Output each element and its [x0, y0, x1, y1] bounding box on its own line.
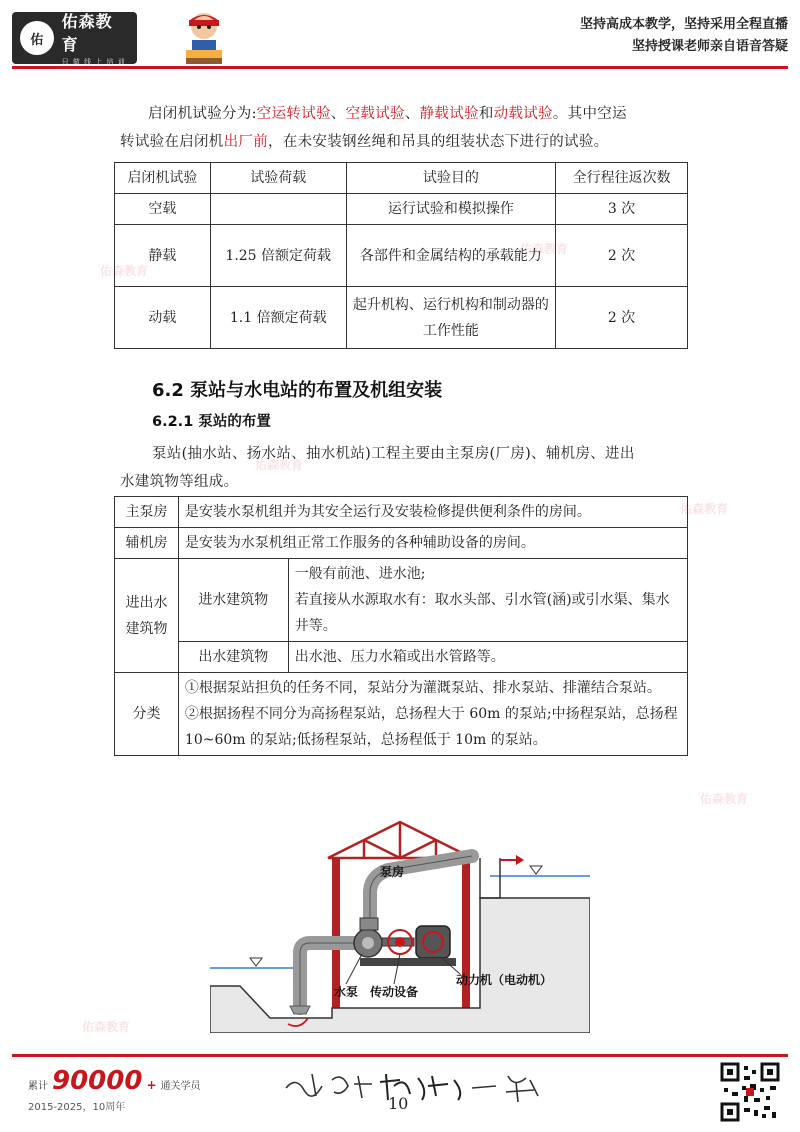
student-count: 90000	[52, 1066, 143, 1096]
table-cell: 各部件和金属结构的承载能力	[346, 225, 556, 287]
table-header: 试验目的	[346, 163, 556, 194]
watermark: 佑森教育	[255, 458, 304, 472]
table-cell: 是安装水泵机组并为其安全运行及安装检修提供便利条件的房间。	[178, 497, 687, 528]
table-row	[115, 225, 688, 287]
logo-name: 佑森教育	[61, 12, 113, 54]
count-plus: +	[146, 1078, 157, 1092]
count-suffix: 通关学员	[160, 1081, 201, 1092]
table-cell	[288, 559, 687, 642]
table-row	[115, 194, 688, 225]
table-cell: 运行试验和模拟操作	[346, 194, 556, 225]
water-level-icon	[250, 958, 262, 966]
cell-line: ①根据泵站担负的任务不同，泵站分为灌溉泵站、排水泵站、排灌结合泵站。	[184, 680, 661, 696]
water-level-icon	[530, 866, 542, 874]
table-header: 全行程往返次数	[556, 163, 688, 194]
intro-text: 、	[404, 106, 420, 122]
header-slogan	[580, 14, 788, 58]
table-cell: 出水建筑物	[178, 642, 288, 673]
table-cell: 起升机构、运行机构和制动器的工作性能	[346, 287, 556, 349]
highlight-term: 静载试验	[419, 106, 479, 122]
table-cell: 2 次	[556, 287, 688, 349]
table-cell: 1.1 倍额定荷载	[210, 287, 346, 349]
pump-station-table	[114, 496, 688, 756]
page-header	[0, 0, 800, 70]
machine-base	[360, 958, 456, 966]
table-cell	[210, 194, 346, 225]
table-row	[115, 642, 688, 673]
watermark: 佑森教育	[700, 792, 749, 806]
highlight-term: 空载试验	[345, 106, 405, 122]
table-cell: 1.25 倍额定荷载	[210, 225, 346, 287]
diagram-label-transmission: 传动设备	[370, 985, 419, 999]
table-row	[115, 559, 688, 642]
logo-emblem-icon: 佑	[20, 21, 54, 55]
flow-arrow-head-icon	[516, 855, 524, 865]
table-row	[115, 673, 688, 756]
table-cell: 辅机房	[115, 528, 179, 559]
table-header-row	[115, 163, 688, 194]
diagram-label-pump: 水泵	[334, 985, 359, 999]
table-row	[115, 497, 688, 528]
footer-divider	[12, 1054, 788, 1057]
count-prefix: 累计	[28, 1081, 48, 1092]
table-cell: 是安装为水泵机组正常工作服务的各种辅助设备的房间。	[178, 528, 687, 559]
calligraphy-signature-icon	[282, 1066, 552, 1106]
footer-stats	[28, 1066, 201, 1113]
table-cell: 静载	[115, 225, 211, 287]
cell-line: ②根据扬程不同分为高扬程泵站，总扬程大于 60m 的泵站;中扬程泵站，总扬程 10~60m 的泵站;低扬程泵站，总扬程低于 10m 的泵站。	[184, 706, 678, 748]
slogan-line-2: 坚持授课老师亲自语音答疑	[631, 39, 788, 54]
highlight-term: 空运转试验	[256, 106, 331, 122]
section-text: 水建筑物等组成。	[120, 474, 239, 490]
intro-text: 转试验在启闭机	[120, 134, 224, 150]
table-cell: 分类	[115, 673, 179, 756]
subsection-heading: 6.2.1 泵站的布置	[152, 414, 271, 430]
intro-text: 。其中空运	[552, 106, 627, 122]
highlight-term: 出厂前	[223, 134, 269, 150]
watermark: 佑森教育	[680, 502, 729, 516]
section-heading: 6.2 泵站与水电站的布置及机组安装	[152, 380, 443, 401]
page-number: 10	[388, 1094, 409, 1113]
cell-line: 若直接从水源取水有：取水头部、引水管(涵)或引水渠、集水井等。	[294, 592, 670, 634]
watermark: 佑森教育	[82, 1020, 131, 1034]
pump-station-diagram	[210, 818, 590, 1033]
qr-code-icon	[720, 1062, 780, 1122]
table-header: 启闭机试验	[115, 163, 211, 194]
table-cell: 3 次	[556, 194, 688, 225]
hoist-test-table	[114, 162, 688, 349]
mascot-icon	[178, 10, 230, 68]
intro-text: 、	[330, 106, 346, 122]
table-cell: 动载	[115, 287, 211, 349]
header-divider	[12, 66, 788, 69]
anniversary-years: 2015-2025，10周年	[28, 1102, 126, 1113]
table-cell: 进出水建筑物	[115, 559, 179, 673]
highlight-term: 动载试验	[493, 106, 553, 122]
table-cell: 2 次	[556, 225, 688, 287]
table-cell: 主泵房	[115, 497, 179, 528]
cell-line: 一般有前池、进水池;	[294, 566, 426, 582]
intro-paragraph	[120, 100, 680, 156]
brand-logo	[12, 12, 137, 64]
slogan-line-1: 坚持高成本教学，坚持采用全程直播	[579, 17, 788, 32]
motor-icon	[416, 926, 450, 958]
table-cell: 进水建筑物	[178, 559, 288, 642]
table-header: 试验荷载	[210, 163, 346, 194]
diagram-label-motor: 动力机（电动机）	[456, 973, 553, 987]
section-text: 泵站(抽水站、扬水站、抽水机站)工程主要由主泵房(厂房)、辅机房、进出	[152, 446, 635, 462]
intake-bell-icon	[290, 1006, 310, 1014]
section-paragraph	[120, 440, 680, 496]
logo-subtitle: 只 做 线 上 培 训	[61, 58, 126, 66]
diagram-label-house: 泵房	[380, 865, 405, 879]
table-row	[115, 287, 688, 349]
table-cell: 空载	[115, 194, 211, 225]
table-cell: 出水池、压力水箱或出水管路等。	[288, 642, 687, 673]
intro-text: ，在未安装钢丝绳和吊具的组装状态下进行的试验。	[268, 134, 609, 150]
intro-text: 启闭机试验分为:	[148, 106, 257, 122]
watermark: 佑森教育	[100, 264, 149, 278]
table-cell	[178, 673, 687, 756]
intro-text: 和	[478, 106, 494, 122]
table-row	[115, 528, 688, 559]
watermark: 佑森教育	[520, 242, 569, 256]
